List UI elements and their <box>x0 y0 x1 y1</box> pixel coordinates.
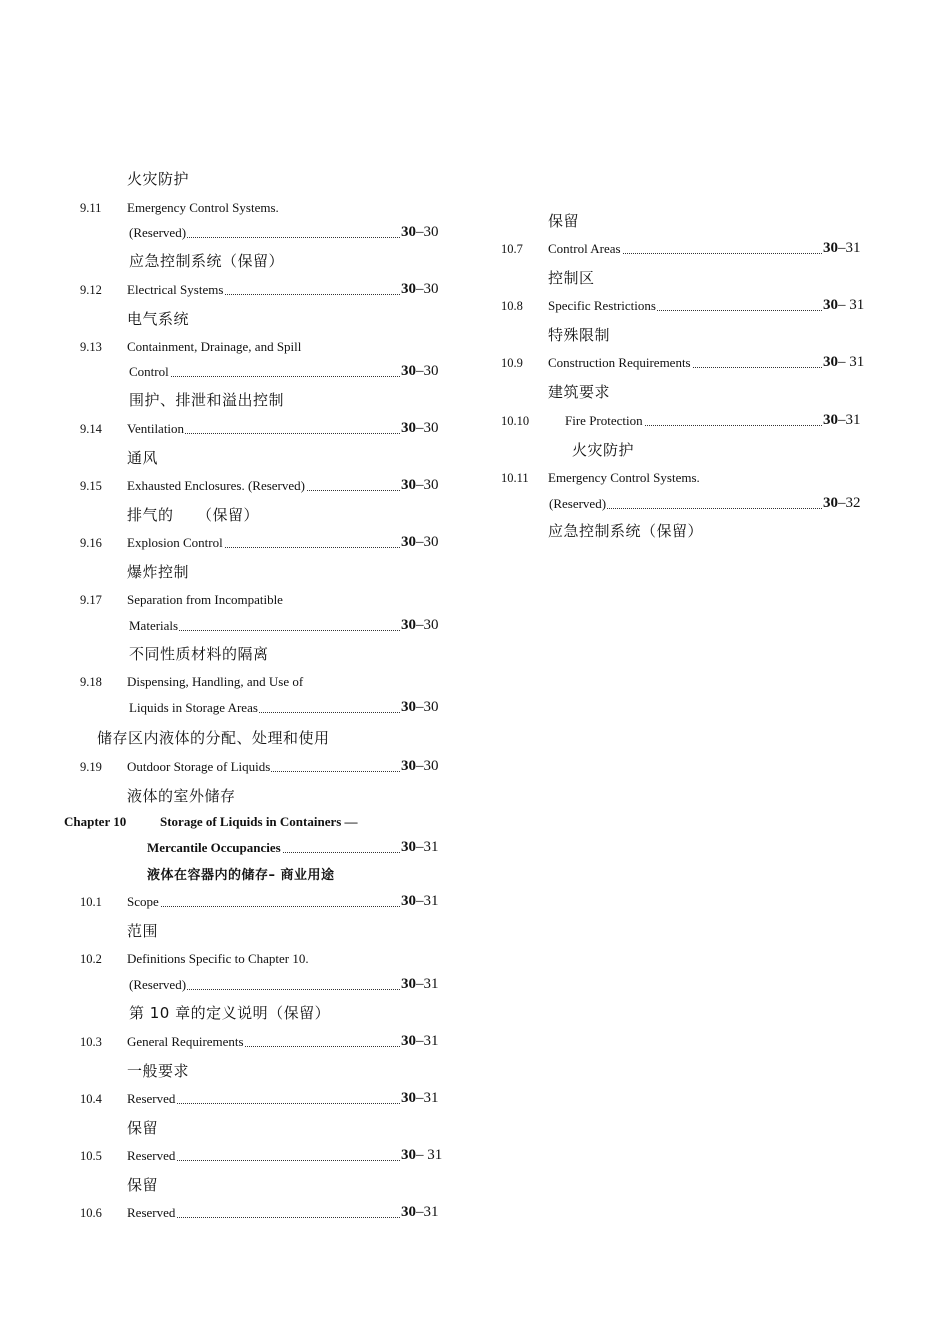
page-number-bold: 30 <box>401 758 416 774</box>
entry-title: Storage of Liquids in Containers — <box>160 814 358 829</box>
toc-entry-link[interactable] <box>565 413 822 429</box>
toc-entry-link[interactable] <box>548 241 822 257</box>
page-number-bold: 30 <box>401 976 416 992</box>
toc-entry-link[interactable] <box>129 977 400 993</box>
entry-title: Emergency Control Systems. <box>548 470 700 485</box>
section-number: 9.17 <box>80 593 102 607</box>
page-number-bold: 30 <box>823 495 838 511</box>
toc-entry-link[interactable] <box>127 282 400 298</box>
page-number <box>401 281 439 297</box>
section-number: 9.11 <box>80 201 102 215</box>
chinese-translation: 范围 <box>127 922 159 940</box>
section-number: 10.7 <box>501 242 523 256</box>
chinese-translation: 保留 <box>127 1176 159 1194</box>
page-number-suffix: – 31 <box>838 297 865 313</box>
chinese-translation: 控制区 <box>548 269 595 287</box>
chinese-translation: 特殊限制 <box>548 326 611 344</box>
entry-label: Control Areas <box>548 241 621 256</box>
entry-label: Mercantile Occupancies <box>147 840 281 855</box>
section-number: 10.4 <box>80 1092 102 1106</box>
toc-entry-link[interactable] <box>127 1148 400 1164</box>
section-number: 10.1 <box>80 895 102 909</box>
page-number-bold: 30 <box>401 534 416 550</box>
page-number <box>823 240 861 256</box>
entry-label: Specific Restrictions <box>548 298 656 313</box>
page-number-suffix: –31 <box>416 1090 439 1106</box>
entry-label: Ventilation <box>127 421 185 436</box>
page-number-suffix: –32 <box>838 495 861 511</box>
page-number-bold: 30 <box>401 1090 416 1106</box>
page-number-bold: 30 <box>401 617 416 633</box>
section-number: 10.5 <box>80 1149 102 1163</box>
toc-entry-link[interactable] <box>127 894 400 910</box>
page-number <box>401 363 439 379</box>
page-number-bold: 30 <box>823 297 838 313</box>
page-number-suffix: –30 <box>416 224 439 240</box>
page-number-bold: 30 <box>401 224 416 240</box>
toc-entry-link[interactable] <box>127 535 400 551</box>
section-number: 10.10 <box>501 414 530 428</box>
chinese-translation: 电气系统 <box>127 310 190 328</box>
page-number-suffix: –31 <box>416 976 439 992</box>
page-number-bold: 30 <box>823 240 838 256</box>
toc-entry-link[interactable] <box>127 1091 400 1107</box>
page-number-bold: 30 <box>401 1147 416 1163</box>
toc-entry-link[interactable] <box>548 298 822 314</box>
page-number-suffix: – 31 <box>838 354 865 370</box>
page-number <box>401 420 439 436</box>
entry-label: Control <box>129 364 169 379</box>
page-number-suffix: –31 <box>838 240 861 256</box>
page-number <box>401 1090 439 1106</box>
entry-title: Containment, Drainage, and Spill <box>127 339 302 354</box>
page-number-bold: 30 <box>823 354 838 370</box>
toc-entry-link[interactable] <box>127 478 400 494</box>
toc-entry-link[interactable] <box>127 759 400 775</box>
chinese-translation: 储存区内液体的分配、处理和使用 <box>97 729 330 747</box>
page-number-suffix: – 31 <box>416 1147 443 1163</box>
entry-title: Definitions Specific to Chapter 10. <box>127 951 309 966</box>
entry-label: Explosion Control <box>127 535 223 550</box>
page-number <box>401 839 439 855</box>
toc-entry-link[interactable] <box>147 840 400 856</box>
page-number-suffix: –30 <box>416 477 439 493</box>
chinese-translation: 不同性质材料的隔离 <box>129 645 269 663</box>
page-number-bold: 30 <box>401 363 416 379</box>
toc-entry-link[interactable] <box>127 1034 400 1050</box>
entry-title: Separation from Incompatible <box>127 592 283 607</box>
toc-entry-link[interactable] <box>127 1205 400 1221</box>
entry-label: Construction Requirements <box>548 355 691 370</box>
chinese-translation: 排气的 （保留） <box>127 506 260 524</box>
chinese-translation: 火灾防护 <box>572 441 635 459</box>
section-number: 9.18 <box>80 675 102 689</box>
entry-label: Exhausted Enclosures. (Reserved) <box>127 478 305 493</box>
entry-label: (Reserved) <box>549 496 607 511</box>
toc-entry-link[interactable] <box>548 355 822 371</box>
entry-title: Emergency Control Systems. <box>127 200 279 215</box>
toc-entry-link[interactable] <box>129 618 400 634</box>
chinese-translation: 爆炸控制 <box>127 563 190 581</box>
chinese-translation: 通风 <box>127 449 159 467</box>
page-number-bold: 30 <box>401 281 416 297</box>
entry-label: Reserved <box>127 1091 176 1106</box>
section-number: 10.9 <box>501 356 523 370</box>
section-number: 9.15 <box>80 479 102 493</box>
page-number-suffix: –30 <box>416 281 439 297</box>
page-number <box>823 412 861 428</box>
page-number <box>823 354 864 370</box>
page-number <box>401 893 439 909</box>
entry-label: Fire Protection <box>565 413 643 428</box>
toc-entry-link[interactable] <box>129 364 400 380</box>
chinese-translation: 保留 <box>127 1119 159 1137</box>
page-number <box>401 617 439 633</box>
page-number-suffix: –31 <box>416 839 439 855</box>
entry-label: Outdoor Storage of Liquids <box>127 759 271 774</box>
section-number: 10.8 <box>501 299 523 313</box>
page-number <box>401 758 439 774</box>
section-number: 10.2 <box>80 952 102 966</box>
section-number: 10.3 <box>80 1035 102 1049</box>
section-number: 10.6 <box>80 1206 102 1220</box>
page-number-bold: 30 <box>401 1033 416 1049</box>
page-number-bold: 30 <box>823 412 838 428</box>
page-number-suffix: –30 <box>416 363 439 379</box>
page-number-suffix: –31 <box>416 893 439 909</box>
page-number-bold: 30 <box>401 839 416 855</box>
page-number <box>401 976 439 992</box>
page-number <box>401 1147 442 1163</box>
dot-leader <box>127 906 400 907</box>
entry-label: Scope <box>127 894 159 909</box>
chinese-translation: 应急控制系统（保留） <box>548 522 704 540</box>
chinese-translation: 第 10 章的定义说明（保留） <box>129 1004 331 1022</box>
section-number: 9.14 <box>80 422 102 436</box>
toc-entry-link[interactable] <box>129 700 400 716</box>
page-number-suffix: –30 <box>416 534 439 550</box>
page-number-bold: 30 <box>401 699 416 715</box>
page-number-bold: 30 <box>401 893 416 909</box>
chinese-translation: 建筑要求 <box>548 383 611 401</box>
chinese-translation: 一般要求 <box>127 1062 190 1080</box>
page-number <box>401 477 439 493</box>
entry-title: Dispensing, Handling, and Use of <box>127 674 304 689</box>
chinese-translation: 围护、排泄和溢出控制 <box>129 391 285 409</box>
entry-label: General Requirements <box>127 1034 244 1049</box>
page-number-suffix: –31 <box>838 412 861 428</box>
page-number-suffix: –31 <box>416 1204 439 1220</box>
entry-label: Liquids in Storage Areas <box>129 700 258 715</box>
entry-label: Electrical Systems <box>127 282 224 297</box>
section-number: 10.11 <box>501 471 529 485</box>
section-number: 9.12 <box>80 283 102 297</box>
page-number <box>401 224 439 240</box>
toc-entry-link[interactable] <box>129 225 400 241</box>
page-number-bold: 30 <box>401 477 416 493</box>
chinese-translation: 液体在容器内的储存– 商业用途 <box>147 868 335 883</box>
page-number <box>401 1033 439 1049</box>
chinese-translation: 保留 <box>548 212 580 230</box>
page-number <box>401 534 439 550</box>
page-number-bold: 30 <box>401 1204 416 1220</box>
page-number-suffix: –30 <box>416 758 439 774</box>
entry-label: Reserved <box>127 1148 176 1163</box>
section-number: 9.16 <box>80 536 102 550</box>
page-number <box>823 495 861 511</box>
section-number: 9.13 <box>80 340 102 354</box>
entry-label: (Reserved) <box>129 977 187 992</box>
page-number-suffix: –30 <box>416 699 439 715</box>
chinese-translation: 液体的室外储存 <box>127 787 236 805</box>
page-number <box>401 699 439 715</box>
page-number <box>823 297 864 313</box>
toc-entry-link[interactable] <box>549 496 822 512</box>
page-number <box>401 1204 439 1220</box>
page-number-bold: 30 <box>401 420 416 436</box>
toc-entry-link[interactable] <box>127 421 400 437</box>
section-number: 9.19 <box>80 760 102 774</box>
chinese-translation: 火灾防护 <box>127 170 190 188</box>
page-number-suffix: –31 <box>416 1033 439 1049</box>
entry-label: (Reserved) <box>129 225 187 240</box>
page-number-suffix: –30 <box>416 420 439 436</box>
entry-label: Reserved <box>127 1205 176 1220</box>
chinese-translation: 应急控制系统（保留） <box>129 252 285 270</box>
page-number-suffix: –30 <box>416 617 439 633</box>
entry-label: Materials <box>129 618 179 633</box>
chapter-number: Chapter 10 <box>64 814 127 829</box>
